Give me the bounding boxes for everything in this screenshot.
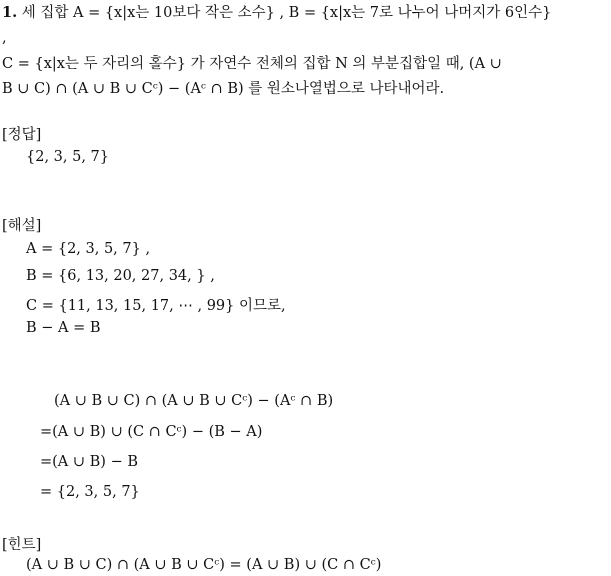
problem-text-1: 세 집합 A = {x|x는 10보다 작은 소수} , B = {x|x는 7로 나누어 나머지가 6인수} bbox=[21, 5, 552, 21]
explanation-header: [해설] bbox=[2, 218, 42, 234]
explanation-line: A = {2, 3, 5, 7} , bbox=[26, 241, 151, 257]
derivation-line: (A ∪ B ∪ C) ∩ (A ∪ B ∪ Cᶜ) − (Aᶜ ∩ B) bbox=[54, 393, 334, 409]
problem-line-3: C = {x|x는 두 자리의 홀수} 가 자연수 전체의 집합 N 의 부분집합일 때, (A ∪ bbox=[2, 56, 502, 72]
derivation-line: =(A ∪ B) ∪ (C ∩ Cᶜ) − (B − A) bbox=[40, 424, 263, 440]
problem-line-2: , bbox=[2, 30, 7, 46]
derivation-line: = {2, 3, 5, 7} bbox=[40, 484, 140, 500]
problem-line-4: B ∪ C) ∩ (A ∪ B ∪ Cᶜ) − (Aᶜ ∩ B) 를 원소나열법으로 나타내어라. bbox=[2, 81, 445, 97]
problem-number: 1. bbox=[2, 4, 18, 21]
explanation-line: B = {6, 13, 20, 27, 34, } , bbox=[26, 268, 215, 284]
hint-value: (A ∪ B ∪ C) ∩ (A ∪ B ∪ Cᶜ) = (A ∪ B) ∪ (C ∩ Cᶜ) bbox=[26, 557, 382, 573]
answer-header: [정답] bbox=[2, 127, 42, 143]
derivation-line: =(A ∪ B) − B bbox=[40, 454, 138, 470]
problem-line-1 bbox=[2, 1, 551, 22]
answer-value: {2, 3, 5, 7} bbox=[26, 149, 110, 165]
explanation-line: B − A = B bbox=[26, 320, 101, 336]
hint-header: [힌트] bbox=[2, 537, 42, 553]
explanation-line: C = {11, 13, 15, 17, ⋯ , 99} 이므로, bbox=[26, 298, 286, 314]
